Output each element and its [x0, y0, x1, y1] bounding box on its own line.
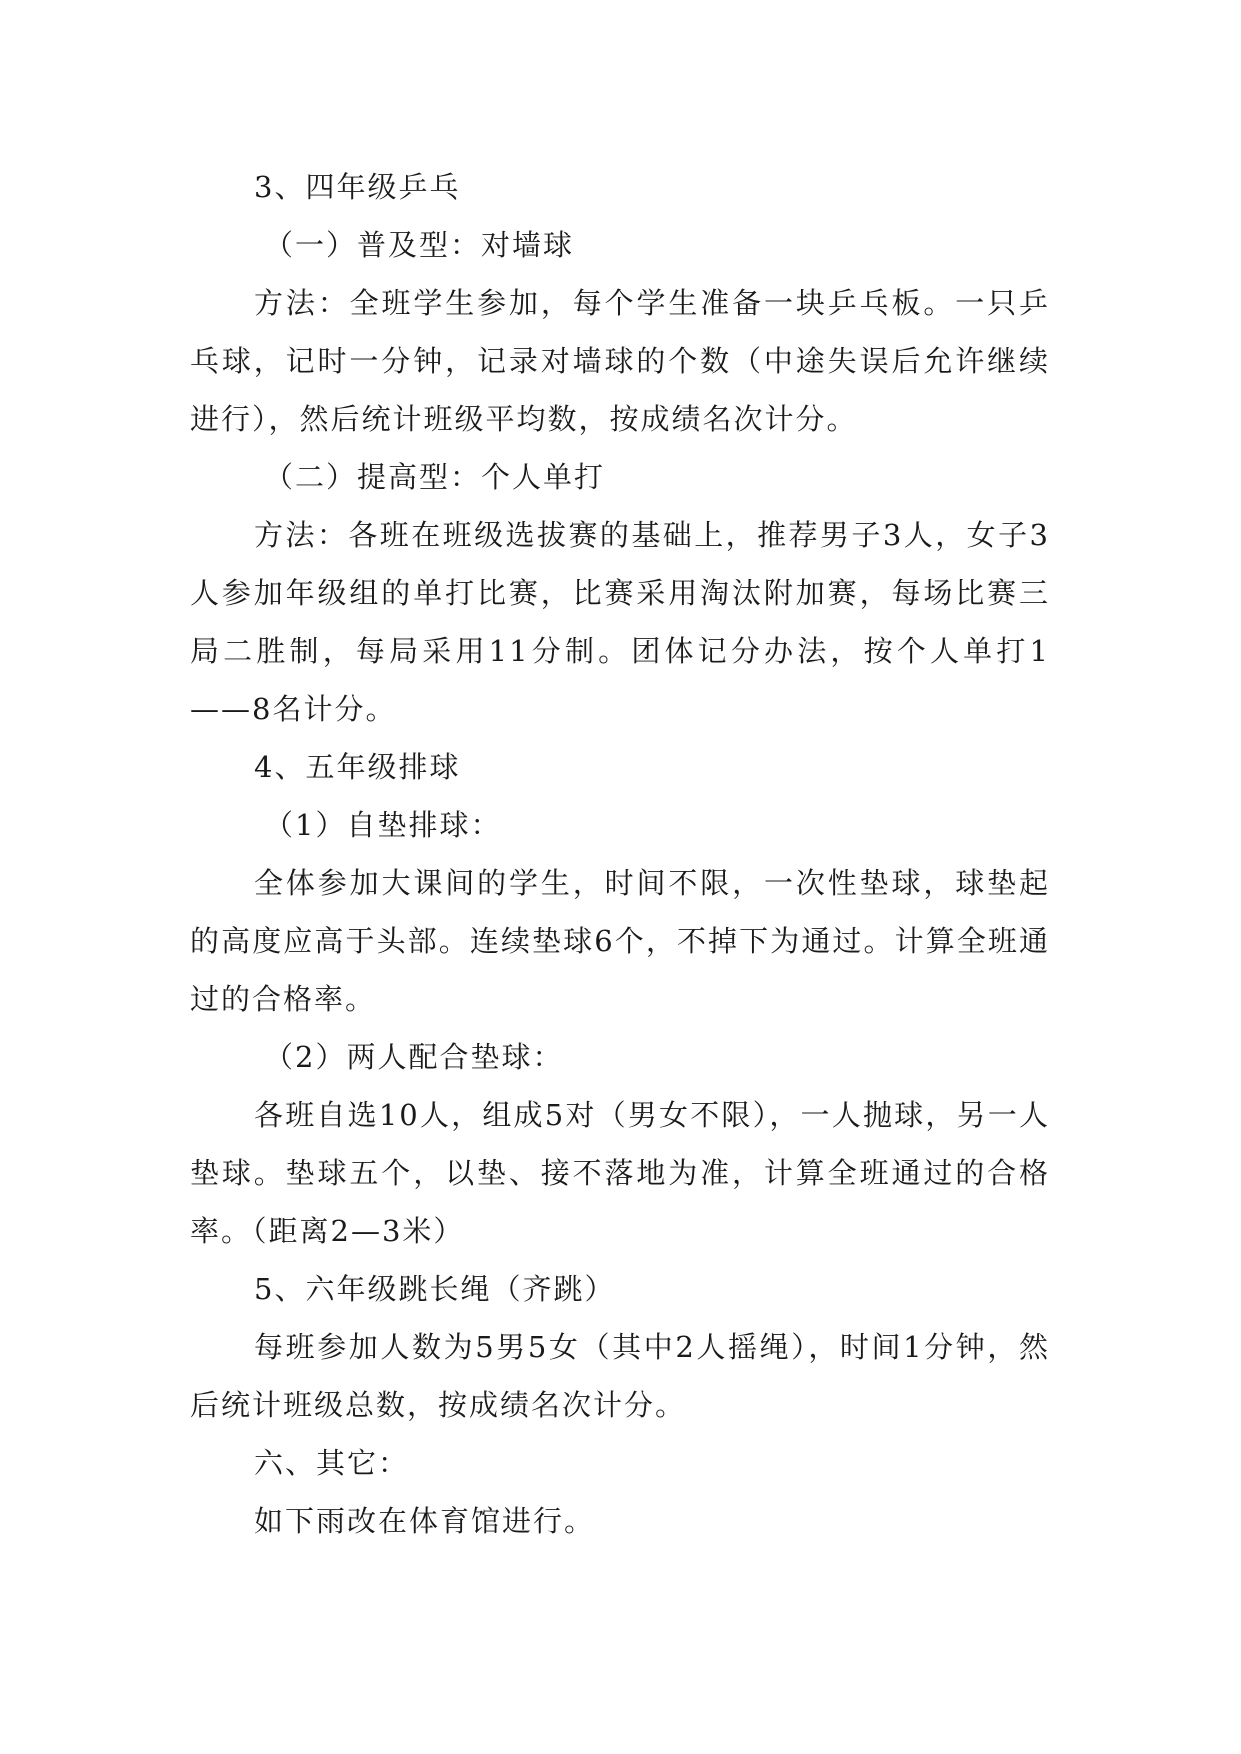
section-heading-other: 六、其它： — [254, 1446, 410, 1480]
paragraph-pair-bump: 各班自选10人，组成5对（男女不限），一人抛球，另一人垫球。垫球五个，以垫、接不落地为准，计算全班通过的合格率。（距离2—3米） — [190, 1098, 1050, 1248]
section-heading-grade5-volleyball: 4、五年级排球 — [254, 750, 461, 784]
paragraph-self-bump: 全体参加大课间的学生，时间不限，一次性垫球，球垫起的高度应高于头部。连续垫球6个，不掉下为通过。计算全班通过的合格率。 — [190, 866, 1050, 1016]
section-heading-grade4-pingpong: 3、四年级乒乓 — [254, 170, 461, 204]
subsection-heading-pair-bump: （2）两人配合垫球： — [264, 1040, 564, 1074]
subsection-heading-advanced-type: （二）提高型：个人单打 — [264, 460, 606, 494]
section-heading-grade6-rope: 5、六年级跳长绳（齐跳） — [254, 1272, 616, 1306]
paragraph-advanced-method: 方法：各班在班级选拔赛的基础上，推荐男子3人，女子3人参加年级组的单打比赛，比赛采用淘汰附加赛，每场比赛三局二胜制，每局采用11分制。团体记分办法，按个人单打1——8名计分。 — [190, 518, 1050, 726]
paragraph-other: 如下雨改在体育馆进行。 — [254, 1504, 596, 1538]
subsection-heading-popular-type: （一）普及型：对墙球 — [264, 228, 575, 262]
paragraph-popular-method: 方法：全班学生参加，每个学生准备一块乒乓板。一只乒乓球，记时一分钟，记录对墙球的个数（中途失误后允许继续进行），然后统计班级平均数，按成绩名次计分。 — [190, 286, 1050, 436]
subsection-heading-self-bump: （1）自垫排球： — [264, 808, 502, 842]
document-body — [190, 158, 1050, 1550]
paragraph-rope-method: 每班参加人数为5男5女（其中2人摇绳），时间1分钟，然后统计班级总数，按成绩名次计分。 — [190, 1330, 1050, 1422]
